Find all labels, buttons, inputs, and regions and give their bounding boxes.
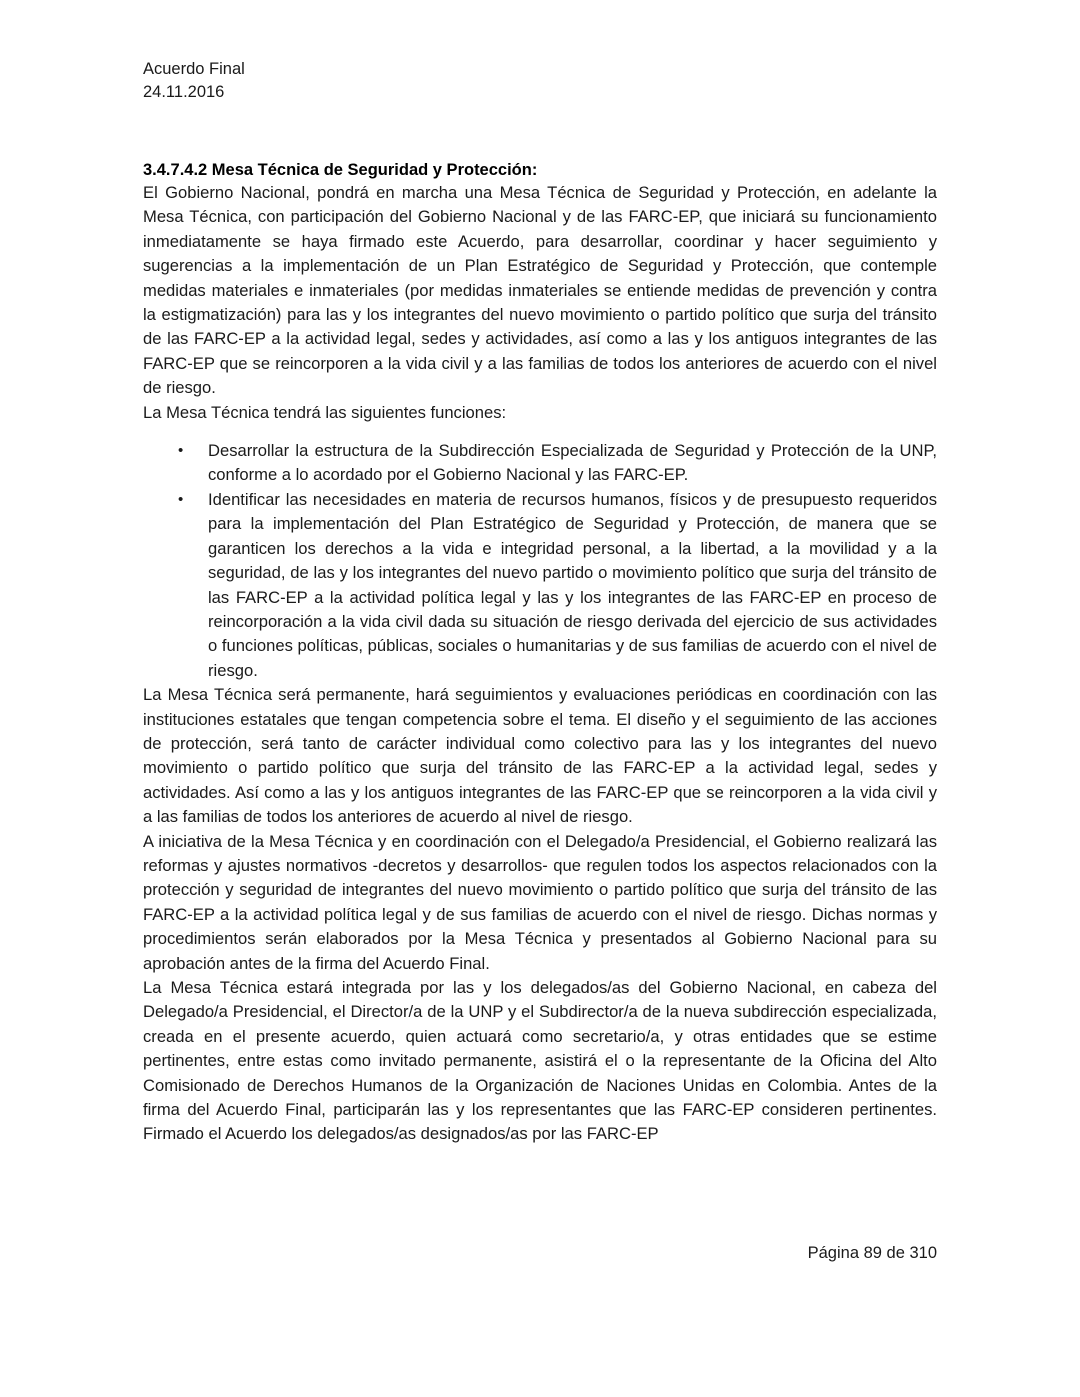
bullet-icon: • — [178, 442, 184, 460]
document-content — [143, 58, 937, 1147]
list-item-text: Identificar las necesidades en materia de recursos humanos, físicos y de presupuesto requeridos para la implementación del Plan Estratégico de Seguridad y Protección, de manera que se garanticen los derechos a la vida e integridad personal, a la libertad, a la movilidad y a la seguridad, de las y los integrantes del nuevo partido o movimiento político que surja del tránsito de las FARC-EP a la actividad política legal y las y los integrantes de las FARC-EP en proceso de reincorporación a la vida civil dada su situación de riesgo derivada del ejercicio de sus actividades o funciones políticas, públicas, sociales o humanitarias y de sus familias de acuerdo con el nivel de riesgo. — [208, 489, 937, 680]
header-document-title: Acuerdo Final — [143, 60, 245, 78]
document-header — [143, 58, 937, 104]
list-item-text: Desarrollar la estructura de la Subdirección Especializada de Seguridad y Protección de la UNP, conforme a lo acordado por el Gobierno Nacional y las FARC-EP. — [208, 441, 937, 485]
paragraph-integracion-mesa: La Mesa Técnica estará integrada por las y los delegados/as del Gobierno Nacional, en cabeza del Delegado/a Presidencial, el Director/a de la UNP y el Subdirector/a de la nueva subdirección especializada, creada en el presente acuerdo, quien actuará como secretario/a, y otras entidades que se estime pertinentes, entre estas como invitado permanente, asistirá el o la representante de la Oficina del Alto Comisionado de Derechos Humanos de la Organización de Naciones Unidas en Colombia. Antes de la firma del Acuerdo Final, participarán las y los representantes que las FARC-EP consideren pertinentes. Firmado el Acuerdo los delegados/as designados/as por las FARC-EP — [143, 978, 937, 1144]
bullet-icon: • — [178, 490, 184, 508]
page-number-label: Página 89 de 310 — [807, 1244, 937, 1262]
list-item — [143, 439, 937, 488]
paragraph-funciones-intro: La Mesa Técnica tendrá las siguientes funciones: — [143, 402, 507, 422]
funciones-list — [143, 439, 937, 683]
page-footer — [143, 1242, 937, 1264]
paragraph-mesa-tecnica-definicion: El Gobierno Nacional, pondrá en marcha una Mesa Técnica de Seguridad y Protección, en adelante la Mesa Técnica, con participación del Gobierno Nacional y de las FARC-EP, que iniciará su funcionamiento inmediatamente se haya firmado este Acuerdo, para desarrollar, coordinar y hacer seguimiento y sugerencias a la implementación de un Plan Estratégico de Seguridad y Protección, que contemple medidas materiales e inmateriales (por medidas inmateriales se entiende medidas de prevención y contra la estigmatización) para las y los integrantes del nuevo movimiento o partido político que surja del tránsito de las FARC-EP a la actividad legal, sedes y actividades, así como a las y los antiguos integrantes de las FARC-EP que se reincorporen a la vida civil y a las familias de todos los anteriores de acuerdo con el nivel de riesgo. — [143, 183, 937, 398]
paragraph-mesa-permanente: La Mesa Técnica será permanente, hará seguimientos y evaluaciones periódicas en coordinación con las instituciones estatales que tengan competencia sobre el tema. El diseño y el seguimiento de las acciones de protección, será tanto de carácter individual como colectivo para las y los integrantes del nuevo movimiento o partido político que surja del tránsito de las FARC-EP a la actividad legal, sedes y actividades. Así como a las y los antiguos integrantes de las FARC-EP que se reincorporen a la vida civil y a las familias de todos los anteriores de acuerdo al nivel de riesgo. — [143, 685, 937, 827]
header-document-date: 24.11.2016 — [143, 83, 225, 101]
paragraph-iniciativa-reformas: A iniciativa de la Mesa Técnica y en coordinación con el Delegado/a Presidencial, el Gobierno realizará las reformas y ajustes normativos -decretos y desarrollos- que regulen todos los aspectos relacionados con la protección y seguridad de integrantes del nuevo movimiento o partido político que surja del tránsito de las FARC-EP a la actividad política legal y de sus familias de acuerdo con el nivel de riesgo. Dichas normas y procedimientos serán elaborados por la Mesa Técnica y presentados al Gobierno Nacional para su aprobación antes de la firma del Acuerdo Final. — [143, 831, 937, 973]
list-item — [143, 488, 937, 683]
section-heading: 3.4.7.4.2 Mesa Técnica de Seguridad y Protección: — [143, 161, 538, 179]
